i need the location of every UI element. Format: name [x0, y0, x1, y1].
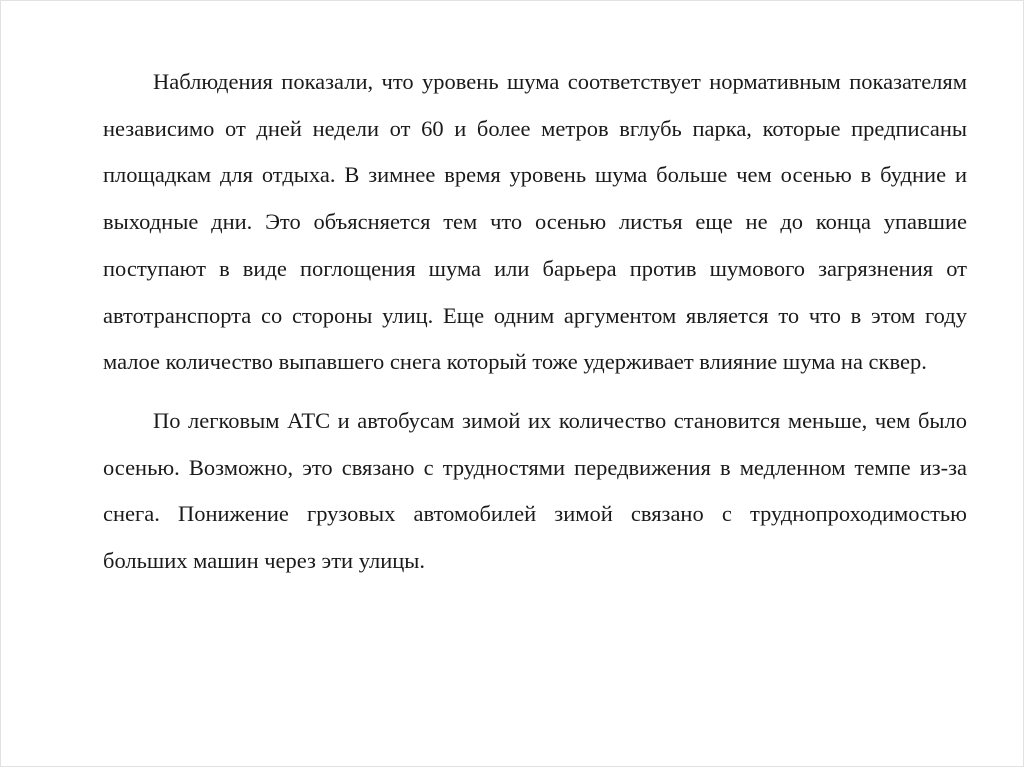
- text-body: [103, 59, 967, 585]
- paragraph-vehicle-counts: По легковым АТС и автобусам зимой их количество становится меньше, чем было осенью. Возможно, это связано с трудностями передвижения в медленном темпе из-за снега. Понижение грузовых автомобилей зимой связано с труднопроходимостью больших машин через эти улицы.: [103, 407, 967, 574]
- paragraph-noise-observations: Наблюдения показали, что уровень шума соответствует нормативным показателям независимо от дней недели от 60 и более метров вглубь парка, которые предписаны площадкам для отдыха. В зимнее время уровень шума больше чем осенью в будние и выходные дни. Это объясняется тем что осенью листья еще не до конца упавшие поступают в виде поглощения шума или барьера против шумового загрязнения от автотранспорта со стороны улиц. Еще одним аргументом является то что в этом году малое количество выпавшего снега который тоже удерживает влияние шума на сквер.: [103, 69, 967, 375]
